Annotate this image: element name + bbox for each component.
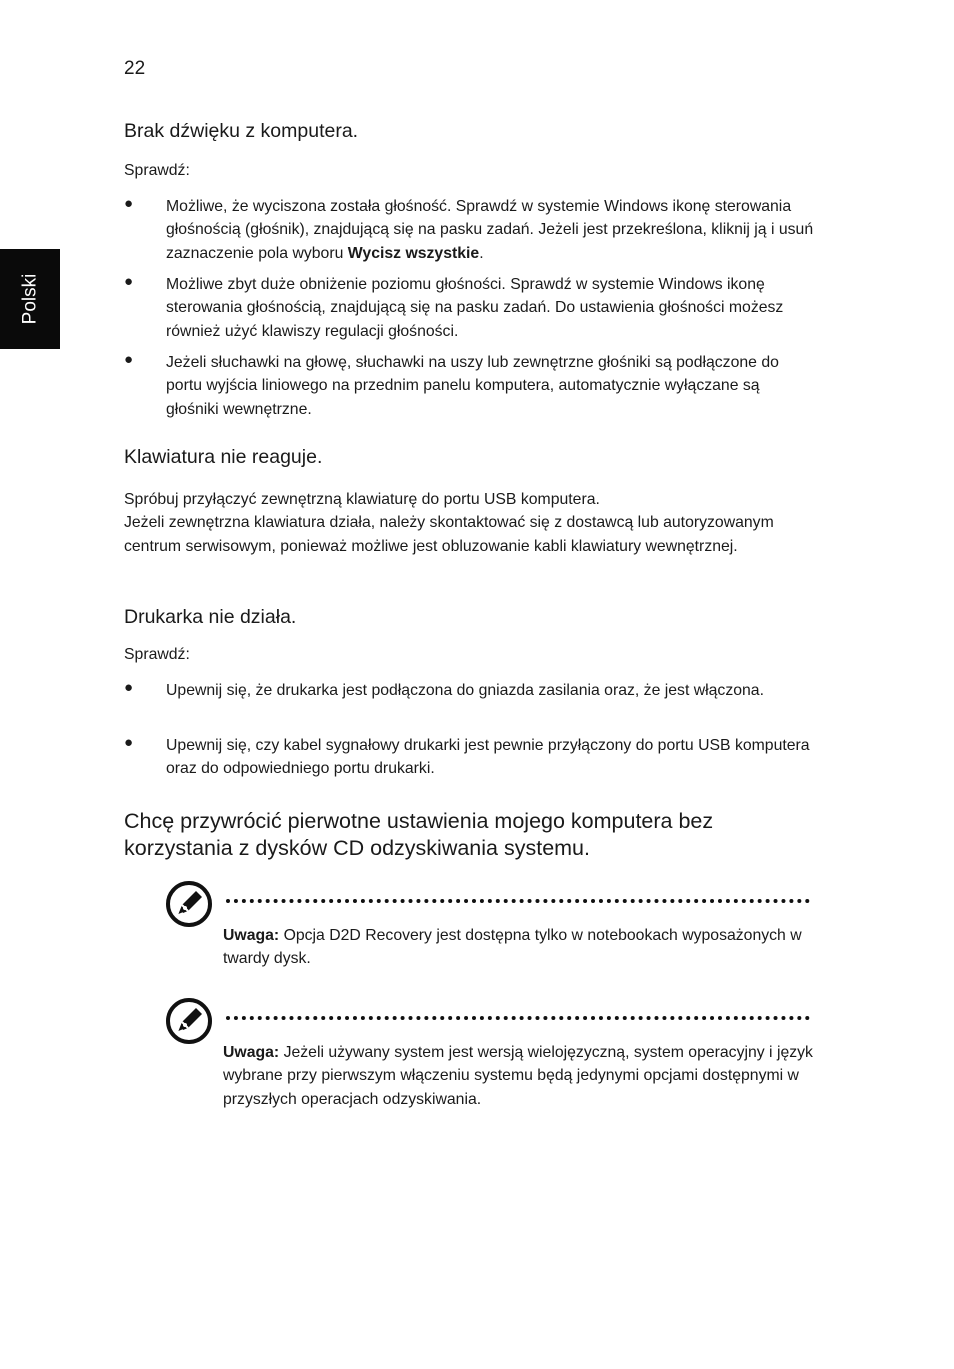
- bullet-dot: ●: [124, 351, 134, 368]
- check-label: Sprawdź:: [124, 162, 190, 179]
- list-item: Upewnij się, że drukarka jest podłączona do gniazda zasilania oraz, że jest włączona.: [166, 682, 764, 699]
- note-pen-icon: [165, 997, 213, 1045]
- list-item: Jeżeli słuchawki na głowę, słuchawki na uszy lub zewnętrzne głośniki są podłączone do portu wyjścia liniowego na przednim panelu komputera, automatycznie wyłączane są głośniki wewnętrzne.: [166, 354, 779, 418]
- bullet-dot: ●: [124, 679, 134, 696]
- note-text: Uwaga: Opcja D2D Recovery jest dostępna tylko w notebookach wyposażonych w twardy dysk.: [223, 927, 802, 968]
- bullet-dot: ●: [124, 195, 134, 212]
- section-heading-printer: Drukarka nie działa.: [124, 606, 297, 628]
- section-heading-restore: Chcę przywrócić pierwotne ustawienia mojego komputera bez korzystania z dysków CD odzyskiwania systemu.: [124, 809, 714, 860]
- language-tab-label: Polski: [19, 273, 40, 325]
- list-item: Możliwe, że wyciszona została głośność. Sprawdź w systemie Windows ikonę sterowania głośnością (głośnik), znajdującą się na pasku zadań. Jeżeli jest przekreślona, kliknij ją i usuń zaznaczenie pola wyboru Wycisz wszystkie.: [166, 198, 814, 262]
- note-pen-icon: [165, 880, 213, 928]
- section-heading-keyboard: Klawiatura nie reaguje.: [124, 446, 323, 468]
- section-heading-no-sound: Brak dźwięku z komputera.: [124, 120, 359, 142]
- paragraph: Spróbuj przyłączyć zewnętrzną klawiaturę do portu USB komputera. Jeżeli zewnętrzna klawiatura działa, należy skontaktować się z dostawcą lub autoryzowanym centrum serwisowym, ponieważ możliwe jest obluzowanie kabli klawiatury wewnętrznej.: [124, 491, 774, 555]
- list-item: Możliwe zbyt duże obniżenie poziomu głośności. Sprawdź w systemie Windows ikonę sterowania głośnością, znajdującą się na pasku zadań. Do ustawienia głośności możesz również użyć klawiszy regulacji głośności.: [166, 276, 784, 340]
- note-divider: [226, 899, 810, 903]
- bullet-dot: ●: [124, 273, 134, 290]
- language-side-tab: [0, 249, 60, 349]
- bold-option-name: Wycisz wszystkie: [347, 244, 480, 262]
- list-item: Upewnij się, czy kabel sygnałowy drukarki jest pewnie przyłączony do portu USB komputera oraz do odpowiedniego portu drukarki.: [166, 737, 810, 778]
- page-number: 22: [124, 58, 146, 79]
- bullet-dot: ●: [124, 734, 134, 751]
- check-label: Sprawdź:: [124, 646, 190, 663]
- note-divider: [226, 1016, 810, 1020]
- note-text: Uwaga: Jeżeli używany system jest wersją wielojęzyczną, system operacyjny i język wybrane przy pierwszym włączeniu systemu będą jedynymi opcjami dostępnymi w przyszłych operacjach odzyskiwania.: [223, 1044, 813, 1108]
